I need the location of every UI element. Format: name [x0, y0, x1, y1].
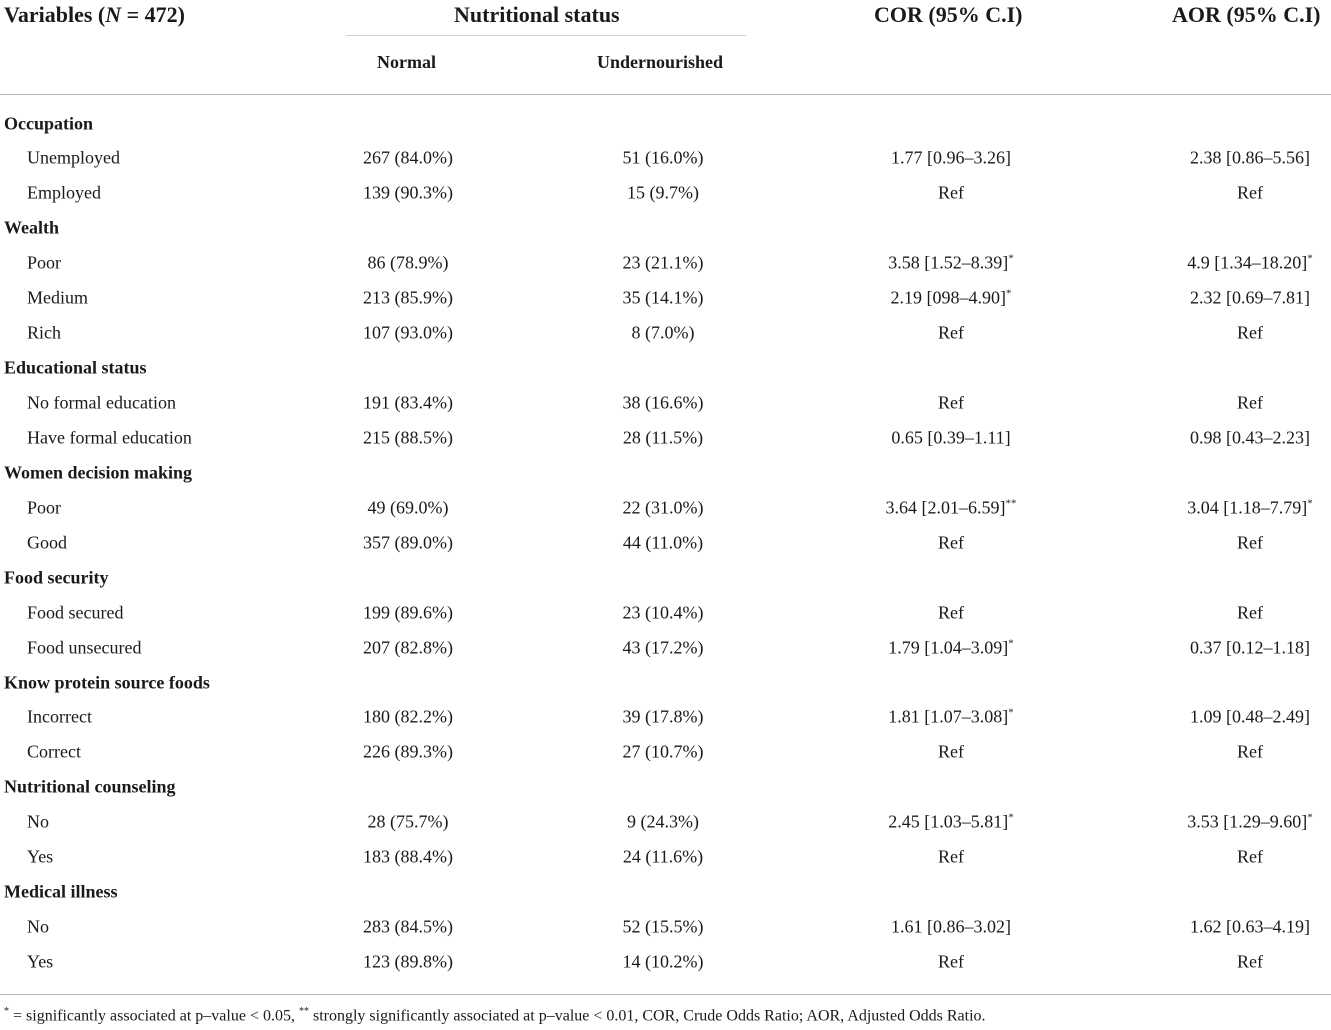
category-label: Medical illness: [4, 881, 118, 902]
aor-cell: [1187, 497, 1313, 518]
aor-value: Ref: [1237, 602, 1263, 623]
aor-cell: [1187, 812, 1313, 833]
table-row: [0, 735, 1331, 770]
category-row: [0, 560, 1331, 595]
undernourished-cell: 22 (31.0%): [622, 497, 704, 518]
aor-value: Ref: [1237, 846, 1263, 867]
variable-label: No: [27, 811, 49, 832]
aor-cell: [1190, 427, 1310, 448]
aor-cell: [1187, 253, 1313, 274]
normal-cell: 207 (82.8%): [363, 637, 453, 658]
variable-label: Poor: [27, 252, 62, 273]
aor-cell: [1237, 952, 1263, 973]
aor-value: 1.62 [0.63–4.19]: [1190, 916, 1310, 937]
aor-significance: *: [1307, 811, 1313, 824]
table-row: [0, 490, 1331, 525]
header-subrule: [346, 35, 746, 36]
aor-value: 3.53 [1.29–9.60]: [1187, 811, 1308, 832]
undernourished-cell: 51 (16.0%): [622, 147, 704, 168]
aor-cell: [1237, 393, 1263, 414]
table-row: [0, 420, 1331, 455]
table-row: [0, 281, 1331, 316]
undernourished-header: Undernourished: [597, 52, 724, 72]
cor-header: COR (95% C.I): [874, 2, 1023, 27]
cor-value: 1.61 [0.86–3.02]: [891, 916, 1011, 937]
category-row: [0, 770, 1331, 805]
aor-significance: *: [1307, 252, 1313, 265]
footnote-text-1: = significantly associated at p–value < 0.05,: [9, 1007, 299, 1025]
table-row: [0, 840, 1331, 875]
cor-cell: [888, 253, 1014, 274]
normal-cell: 213 (85.9%): [363, 287, 453, 308]
variable-label: No formal education: [27, 392, 176, 413]
normal-cell: 199 (89.6%): [363, 602, 453, 623]
aor-significance: *: [1307, 497, 1313, 510]
normal-cell: 49 (69.0%): [367, 497, 449, 518]
cor-value: 0.65 [0.39–1.11]: [891, 427, 1011, 448]
aor-value: Ref: [1237, 951, 1263, 972]
cor-cell: [891, 427, 1010, 448]
table-row: [0, 630, 1331, 665]
aor-value: 1.09 [0.48–2.49]: [1190, 706, 1310, 727]
cor-cell: [938, 393, 964, 414]
normal-cell: 86 (78.9%): [367, 252, 449, 273]
cor-value: Ref: [938, 602, 964, 623]
undernourished-cell: 43 (17.2%): [622, 637, 704, 658]
cor-cell: [891, 148, 1011, 169]
aor-value: Ref: [1237, 532, 1263, 553]
normal-cell: 139 (90.3%): [363, 182, 453, 203]
variable-label: Medium: [27, 287, 88, 308]
header-rule: [0, 94, 1331, 95]
category-row: [0, 106, 1331, 141]
cor-significance: *: [1008, 706, 1014, 719]
aor-value: 0.37 [0.12–1.18]: [1190, 637, 1310, 658]
variables-header: [4, 2, 185, 28]
table-row: [0, 386, 1331, 421]
aor-value: Ref: [1237, 182, 1263, 203]
category-row: [0, 665, 1331, 700]
cor-cell: [888, 707, 1014, 728]
cor-value: Ref: [938, 182, 964, 203]
footnote-text-2: strongly significantly associated at p–value < 0.01, COR, Crude Odds Ratio; AOR, Adjusted Odds Ratio.: [308, 1007, 986, 1025]
aor-cell: [1237, 323, 1263, 344]
normal-cell: 283 (84.5%): [363, 916, 453, 937]
cor-value: Ref: [938, 951, 964, 972]
table-row: [0, 316, 1331, 351]
undernourished-cell: 14 (10.2%): [622, 951, 704, 972]
cor-value: Ref: [938, 532, 964, 553]
cor-cell: [938, 532, 964, 553]
cor-cell: [891, 288, 1012, 309]
normal-cell: 267 (84.0%): [363, 147, 453, 168]
aor-cell: [1237, 602, 1263, 623]
undernourished-cell: 44 (11.0%): [622, 532, 704, 553]
undernourished-cell: 15 (9.7%): [627, 182, 699, 203]
footnote-star-2: **: [298, 1006, 309, 1017]
category-label: Women decision making: [4, 462, 193, 483]
aor-value: Ref: [1237, 392, 1263, 413]
cor-value: 3.64 [2.01–6.59]: [885, 497, 1006, 518]
variable-label: Employed: [27, 182, 101, 203]
variables-label: Variables (: [4, 2, 106, 27]
cor-value: 1.79 [1.04–3.09]: [888, 637, 1009, 658]
category-label: Wealth: [4, 217, 60, 238]
n-symbol: N: [105, 2, 122, 27]
normal-cell: 123 (89.8%): [363, 951, 453, 972]
undernourished-cell: 8 (7.0%): [631, 322, 695, 343]
normal-cell: 191 (83.4%): [363, 392, 453, 413]
cor-cell: [888, 637, 1014, 658]
undernourished-cell: 24 (11.6%): [622, 846, 704, 867]
cor-cell: [938, 847, 964, 868]
cor-significance: **: [1005, 497, 1017, 510]
cor-cell: [938, 183, 964, 204]
variable-label: Food secured: [27, 602, 124, 623]
cor-value: Ref: [938, 846, 964, 867]
aor-value: Ref: [1237, 322, 1263, 343]
table-row: [0, 700, 1331, 735]
cor-value: 1.77 [0.96–3.26]: [891, 147, 1011, 168]
variable-label: Good: [27, 532, 67, 553]
aor-cell: [1237, 183, 1263, 204]
category-row: [0, 455, 1331, 490]
cor-value: Ref: [938, 392, 964, 413]
normal-cell: 183 (88.4%): [363, 846, 453, 867]
cor-significance: *: [1008, 252, 1014, 265]
variable-label: Food unsecured: [27, 637, 142, 658]
table-row: [0, 945, 1331, 980]
nutritional-status-header: Nutritional status: [454, 2, 620, 27]
aor-cell: [1237, 742, 1263, 763]
table-row: [0, 246, 1331, 281]
aor-value: 0.98 [0.43–2.23]: [1190, 427, 1310, 448]
normal-cell: 28 (75.7%): [367, 811, 449, 832]
footnote-star-1: *: [4, 1006, 9, 1017]
variable-label: Yes: [27, 846, 54, 867]
aor-cell: [1237, 532, 1263, 553]
cor-value: 3.58 [1.52–8.39]: [888, 252, 1009, 273]
undernourished-cell: 38 (16.6%): [622, 392, 704, 413]
undernourished-cell: 23 (10.4%): [622, 602, 704, 623]
undernourished-cell: 39 (17.8%): [622, 706, 704, 727]
table-row: [0, 910, 1331, 945]
aor-cell: [1190, 637, 1310, 658]
normal-header: Normal: [377, 52, 436, 72]
variable-label: Yes: [27, 951, 54, 972]
aor-header: AOR (95% C.I): [1172, 2, 1321, 27]
aor-cell: [1190, 288, 1310, 309]
table-row: [0, 595, 1331, 630]
cor-cell: [938, 323, 964, 344]
undernourished-cell: 9 (24.3%): [627, 811, 699, 832]
aor-cell: [1190, 148, 1310, 169]
normal-cell: 107 (93.0%): [363, 322, 453, 343]
cor-cell: [888, 812, 1014, 833]
cor-cell: [938, 952, 964, 973]
undernourished-cell: 52 (15.5%): [622, 916, 704, 937]
variable-label: Have formal education: [27, 427, 192, 448]
cor-significance: *: [1008, 811, 1014, 824]
variable-label: Rich: [27, 322, 61, 343]
bottom-rule: [0, 994, 1331, 995]
cor-cell: [891, 917, 1011, 938]
category-row: [0, 875, 1331, 910]
cor-significance: *: [1008, 637, 1014, 650]
variable-label: No: [27, 916, 49, 937]
n-value: = 472): [121, 2, 186, 27]
aor-value: 3.04 [1.18–7.79]: [1187, 497, 1308, 518]
variable-label: Unemployed: [27, 147, 120, 168]
cor-cell: [938, 602, 964, 623]
aor-value: 2.38 [0.86–5.56]: [1190, 147, 1310, 168]
table-row: [0, 525, 1331, 560]
normal-cell: 357 (89.0%): [363, 532, 453, 553]
aor-cell: [1190, 917, 1310, 938]
category-label: Nutritional counseling: [4, 776, 176, 797]
category-label: Food security: [4, 567, 109, 588]
cor-cell: [886, 497, 1017, 518]
table-row: [0, 176, 1331, 211]
aor-cell: [1237, 847, 1263, 868]
variable-label: Correct: [27, 741, 81, 762]
cor-cell: [938, 742, 964, 763]
table-row: [0, 805, 1331, 840]
variable-label: Incorrect: [27, 706, 92, 727]
category-label: Occupation: [4, 113, 94, 133]
undernourished-cell: 35 (14.1%): [622, 287, 704, 308]
category-label: Know protein source foods: [4, 672, 210, 693]
undernourished-cell: 27 (10.7%): [622, 741, 704, 762]
cor-value: 2.19 [098–4.90]: [890, 287, 1006, 308]
table-row: [0, 141, 1331, 176]
cor-value: Ref: [938, 322, 964, 343]
undernourished-cell: 23 (21.1%): [622, 252, 704, 273]
variable-label: Poor: [27, 497, 62, 518]
cor-value: Ref: [938, 741, 964, 762]
aor-value: 4.9 [1.34–18.20]: [1187, 252, 1308, 273]
aor-cell: [1190, 707, 1310, 728]
normal-cell: 180 (82.2%): [363, 706, 453, 727]
footnote: [4, 1006, 986, 1025]
undernourished-cell: 28 (11.5%): [622, 427, 704, 448]
aor-value: Ref: [1237, 741, 1263, 762]
cor-value: 2.45 [1.03–5.81]: [888, 811, 1009, 832]
cor-value: 1.81 [1.07–3.08]: [888, 706, 1009, 727]
category-row: [0, 211, 1331, 246]
category-row: [0, 351, 1331, 386]
normal-cell: 215 (88.5%): [363, 427, 453, 448]
category-label: Educational status: [4, 357, 147, 378]
aor-value: 2.32 [0.69–7.81]: [1190, 287, 1310, 308]
normal-cell: 226 (89.3%): [363, 741, 453, 762]
cor-significance: *: [1006, 287, 1012, 300]
